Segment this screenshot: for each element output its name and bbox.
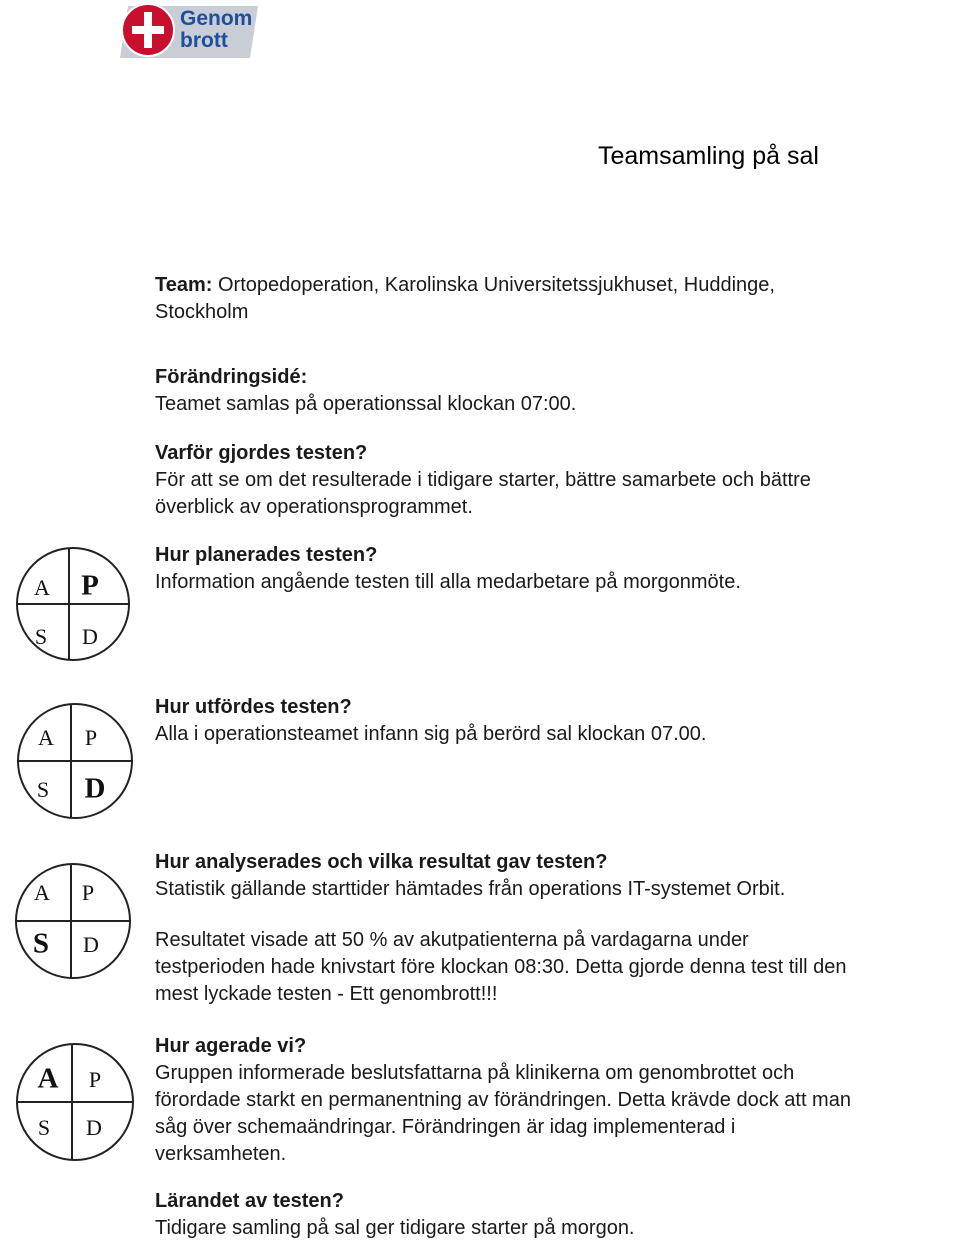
- study-section: [155, 849, 955, 903]
- act-line2: förordade starkt en permanentning av förändringen. Detta krävde dock att man: [155, 1089, 851, 1111]
- pdsa-letter-s: S: [32, 927, 50, 960]
- do-section: [155, 694, 955, 748]
- pdsa-circle-act: [8, 1038, 138, 1168]
- team-section: [155, 272, 955, 326]
- why-section: [155, 440, 955, 521]
- plan-heading: Hur planerades testen?: [155, 544, 378, 566]
- pdsa-letter-a: A: [37, 1062, 59, 1095]
- pdsa-circle-plan: [8, 545, 138, 675]
- study-result: [155, 927, 955, 1008]
- pdsa-letter-d: D: [84, 772, 106, 805]
- team-value-line2: Stockholm: [155, 301, 249, 323]
- act-line4: verksamheten.: [155, 1143, 287, 1165]
- why-line2: överblick av operationsprogrammet.: [155, 496, 473, 518]
- study-result-line3: mest lyckade testen - Ett genombrott!!!: [155, 983, 498, 1005]
- pdsa-letter-a: A: [34, 575, 50, 600]
- pdsa-circle-study: [8, 858, 138, 988]
- learn-heading: Lärandet av testen?: [155, 1190, 344, 1212]
- do-text: Alla i operationsteamet infann sig på berörd sal klockan 07.00.: [155, 723, 707, 745]
- idea-text: Teamet samlas på operationssal klockan 07:00.: [155, 393, 577, 415]
- pdsa-letter-a: A: [34, 880, 50, 905]
- pdsa-circle-do: [10, 698, 140, 828]
- act-heading: Hur agerade vi?: [155, 1035, 307, 1057]
- act-line1: Gruppen informerade beslutsfattarna på klinikerna om genombrottet och: [155, 1062, 795, 1084]
- plan-text: Information angående testen till alla medarbetare på morgonmöte.: [155, 571, 741, 593]
- study-heading: Hur analyserades och vilka resultat gav testen?: [155, 851, 608, 873]
- plan-section: [155, 542, 955, 596]
- pdsa-letter-p: P: [81, 880, 95, 905]
- learn-section: [155, 1188, 955, 1242]
- why-heading: Varför gjordes testen?: [155, 442, 368, 464]
- pdsa-letter-p: P: [88, 1067, 102, 1092]
- pdsa-letter-a: A: [38, 725, 54, 750]
- pdsa-letter-s: S: [36, 777, 50, 802]
- genombrott-logo: [120, 0, 260, 62]
- study-text: Statistik gällande starttider hämtades från operations IT-systemet Orbit.: [155, 878, 786, 900]
- document-title: Teamsamling på sal: [598, 142, 819, 170]
- learn-text: Tidigare samling på sal ger tidigare starter på morgon.: [155, 1217, 635, 1239]
- why-line1: För att se om det resulterade i tidigare starter, bättre samarbete och bättre: [155, 469, 811, 491]
- pdsa-letter-d: D: [83, 932, 99, 957]
- pdsa-letter-d: D: [82, 624, 98, 649]
- act-line3: såg över schemaändringar. Förändringen är idag implementerad i: [155, 1116, 736, 1138]
- act-section: [155, 1033, 955, 1168]
- study-result-line1: Resultatet visade att 50 % av akutpatienterna på vardagarna under: [155, 929, 749, 951]
- logo-text-line2: brott: [180, 29, 228, 52]
- pdsa-letter-p: P: [81, 569, 99, 602]
- pdsa-letter-p: P: [84, 725, 98, 750]
- pdsa-letter-s: S: [37, 1115, 51, 1140]
- team-label: Team:: [155, 274, 213, 296]
- idea-section: [155, 364, 955, 418]
- do-heading: Hur utfördes testen?: [155, 696, 352, 718]
- idea-heading: Förändringsidé:: [155, 366, 308, 388]
- study-result-line2: testperioden hade knivstart före klockan 08:30. Detta gjorde denna test till den: [155, 956, 847, 978]
- team-value: Ortopedoperation, Karolinska Universitetssjukhuset, Huddinge,: [217, 274, 775, 296]
- pdsa-letter-s: S: [34, 624, 48, 649]
- pdsa-letter-d: D: [86, 1115, 102, 1140]
- logo-text-line1: Genom: [180, 7, 253, 30]
